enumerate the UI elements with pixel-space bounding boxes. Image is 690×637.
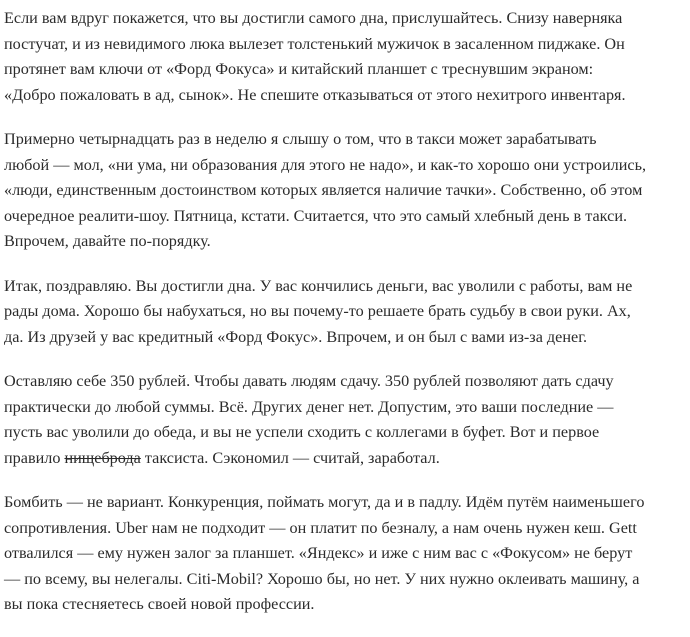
paragraph-2: [4, 127, 688, 255]
text-line: Бомбить — не вариант. Конкуренция, поймать могут, да и в падлу. Идём путём наименьшего: [4, 493, 645, 511]
text-line: вы пока стесняетесь своей новой профессии.: [4, 595, 315, 613]
paragraph-4: [4, 369, 688, 471]
text-line: практически до любой суммы. Всё. Других денег нет. Допустим, это ваши последние —: [4, 397, 614, 416]
text-line: Впрочем, давайте по-порядку.: [4, 232, 211, 250]
text-line: [4, 446, 688, 472]
text-line: протянет вам ключи от «Форд Фокуса» и китайский планшет с треснувшим экраном:: [4, 60, 594, 78]
text-fragment: таксиста. Сэкономил — считай, заработал.: [140, 448, 440, 467]
text-line: любой — мол, «ни ума, ни образования для этого не надо», и как-то хорошо они устроились,: [4, 155, 647, 174]
text-line: пусть вас уволили до обеда, и вы не успели сходить с коллегами в буфет. Вот и первое: [4, 423, 600, 441]
text-line: отвалился — ему нужен залог за планшет. «Яндекс» и иже с ним вас с «Фокусом» не берут: [4, 544, 633, 562]
paragraph-1: [4, 6, 688, 108]
text-line: да. Из друзей у вас кредитный «Форд Фокус». Впрочем, и он был с вами из-за денег.: [4, 327, 588, 346]
paragraph-3: [4, 274, 688, 351]
text-line: Если вам вдруг покажется, что вы достигли самого дна, прислушайтесь. Снизу наверняка: [4, 9, 623, 27]
strikethrough-word: нищеброда: [64, 448, 141, 467]
text-line: очередное реалити-шоу. Пятница, кстати. Считается, что это самый хлебный день в такси.: [4, 206, 628, 225]
text-line: Оставляю себе 350 рублей. Чтобы давать людям сдачу. 350 рублей позволяют дать сдачу: [4, 372, 614, 390]
text-line: Примерно четырнадцать раз в неделю я слышу о том, что в такси может зарабатывать: [4, 130, 597, 148]
paragraph-5: [4, 490, 688, 618]
text-line: рады дома. Хорошо бы набухаться, но вы почему-то решаете брать судьбу в свои руки. Ах,: [4, 302, 631, 320]
text-fragment: правило: [4, 448, 65, 467]
text-line: «люди, единственным достоинством которых является наличие тачки». Собственно, об этом: [4, 181, 643, 199]
text-line: — по всему, вы нелегалы. Citi-Mobil? Хорошо бы, но нет. У них нужно оклеивать машину, а: [4, 569, 640, 588]
text-line: постучат, и из невидимого люка вылезет толстенький мужичок в засаленном пиджаке. Он: [4, 34, 625, 53]
text-line: «Добро пожаловать в ад, сынок». Не спешите отказываться от этого нехитрого инвентаря.: [4, 85, 626, 104]
text-line: сопротивления. Uber нам не подходит — он платит по безналу, а нам очень нужен кеш. Gett: [4, 518, 637, 537]
text-line: Итак, поздравляю. Вы достигли дна. У вас кончились деньги, вас уволили с работы, вам не: [4, 276, 633, 295]
article-body: [4, 6, 688, 637]
